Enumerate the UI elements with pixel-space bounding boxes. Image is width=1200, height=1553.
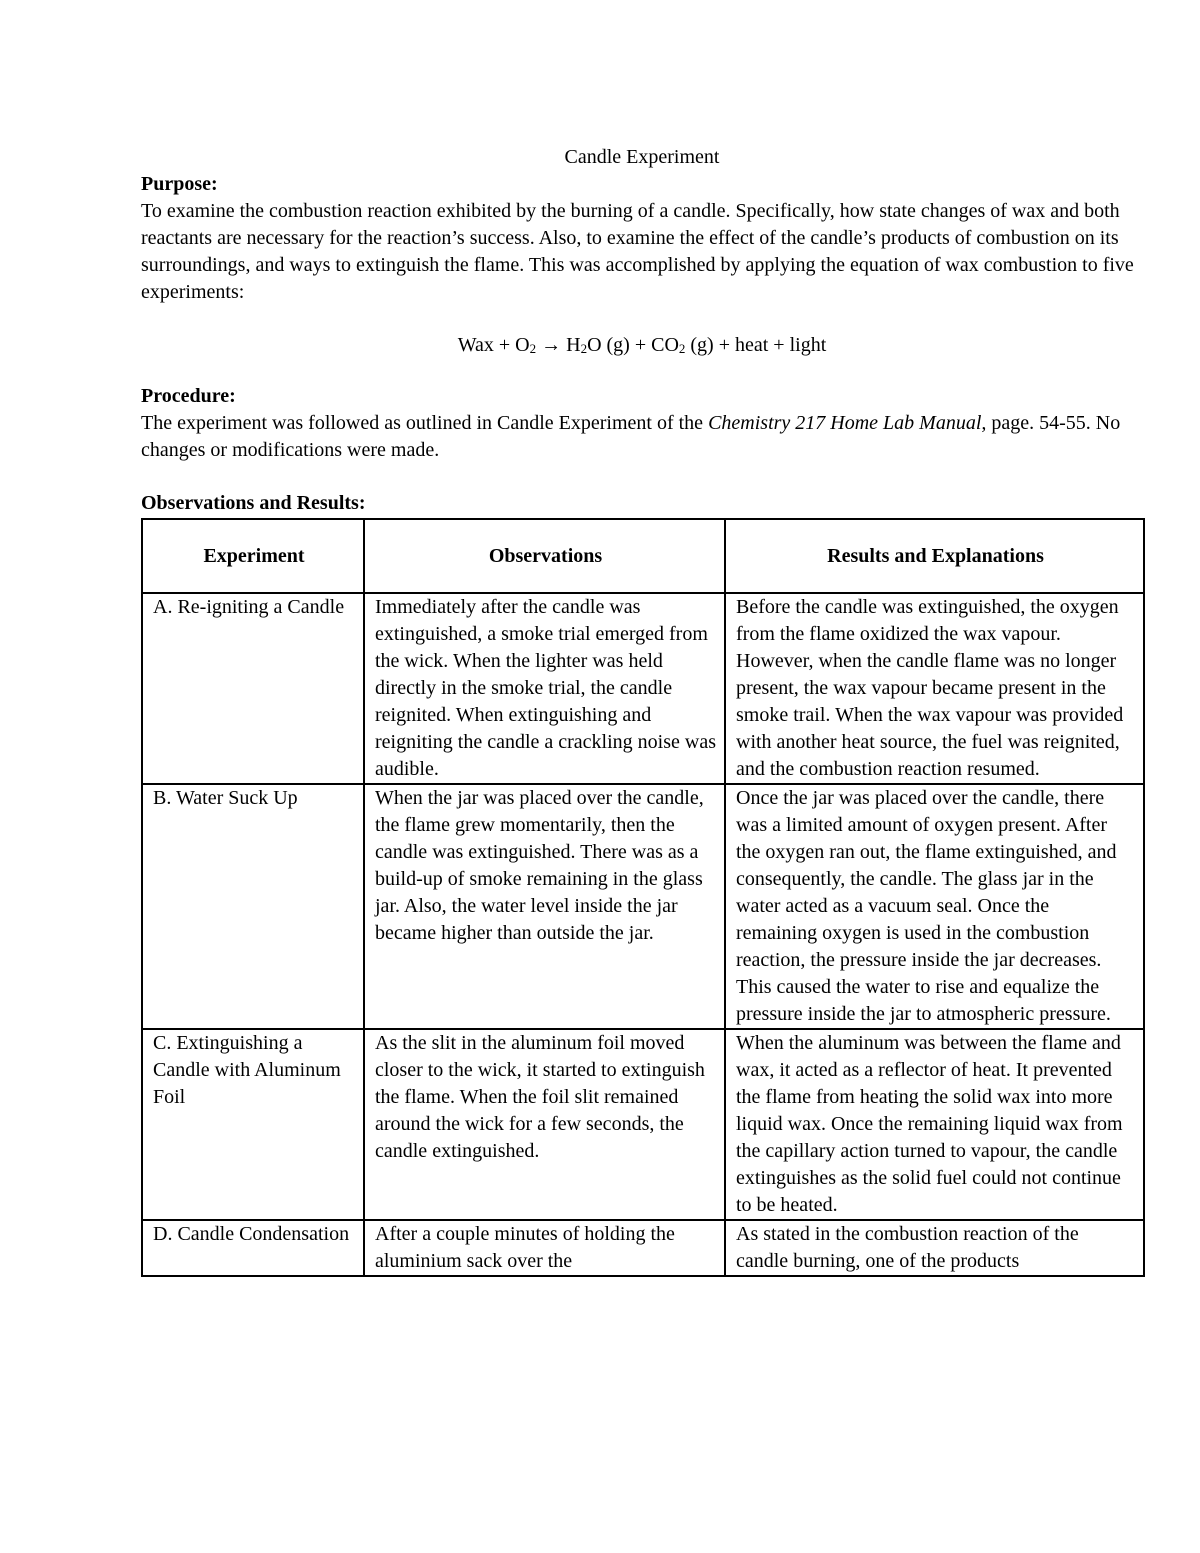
lab-manual-title: Chemistry 217 Home Lab Manual, — [708, 412, 987, 434]
experiment-cell: B. Water Suck Up — [142, 784, 364, 1029]
procedure-heading: Procedure: — [141, 385, 236, 407]
table-row — [142, 1220, 1144, 1276]
column-header-results: Results and Explanations — [725, 519, 1144, 593]
procedure-text — [141, 410, 1143, 464]
section-spacer — [141, 464, 1143, 490]
column-header-experiment: Experiment — [142, 519, 364, 593]
equation-part-2: → H — [536, 334, 581, 356]
table-row — [142, 593, 1144, 784]
equation-part-4: (g) + heat + light — [685, 334, 827, 356]
equation-subscript-2: 2 — [580, 341, 588, 356]
procedure-text-after: page. 54-55. No changes or modifications were made. — [141, 412, 1121, 461]
results-cell: As stated in the combustion reaction of the candle burning, one of the products — [725, 1220, 1144, 1276]
observations-table — [141, 518, 1145, 1277]
document-page — [141, 144, 1143, 1277]
document-title: Candle Experiment — [564, 146, 720, 168]
equation-subscript-1: 2 — [529, 341, 537, 356]
experiment-cell: D. Candle Condensation — [142, 1220, 364, 1276]
results-cell: Before the candle was extinguished, the oxygen from the flame oxidized the wax vapour. However, when the candle flame was no longer present, the wax vapour became present in the smoke trail. When the wax vapour was provided with another heat source, the fuel was reignited, and the combustion reaction resumed. — [725, 593, 1144, 784]
experiment-cell: A. Re-igniting a Candle — [142, 593, 364, 784]
combustion-equation — [141, 332, 1143, 359]
purpose-text: To examine the combustion reaction exhibited by the burning of a candle. Specifically, how state changes of wax and both reactants are necessary for the reaction’s success. Also, to examine the effect of the candle’s products of combustion on its surroundings, and ways to extinguish the flame. This was accomplished by applying the equation of wax combustion to five experiments: — [141, 200, 1134, 303]
observations-cell: When the jar was placed over the candle, the flame grew momentarily, then the candle was extinguished. There was as a build-up of smoke remaining in the glass jar. Also, the water level inside the jar became higher than outside the jar. — [364, 784, 725, 1029]
equation-part-3: O (g) + CO — [587, 334, 679, 356]
experiment-cell: C. Extinguishing a Candle with Aluminum Foil — [142, 1029, 364, 1220]
equation-part-1: Wax + O — [457, 334, 530, 356]
purpose-heading: Purpose: — [141, 173, 218, 195]
results-cell: Once the jar was placed over the candle, there was a limited amount of oxygen present. After the oxygen ran out, the flame extinguished, and consequently, the candle. The glass jar in the water acted as a vacuum seal. Once the remaining oxygen is used in the combustion reaction, the pressure inside the jar decreases. This caused the water to rise and equalize the pressure inside the jar to atmospheric pressure. — [725, 784, 1144, 1029]
observations-cell: Immediately after the candle was extinguished, a smoke trial emerged from the wick. When the lighter was held directly in the smoke trial, the candle reignited. When extinguishing and reigniting the candle a crackling noise was audible. — [364, 593, 725, 784]
equation-subscript-3: 2 — [678, 341, 686, 356]
column-header-observations: Observations — [364, 519, 725, 593]
observations-heading: Observations and Results: — [141, 492, 366, 514]
results-cell: When the aluminum was between the flame and wax, it acted as a reflector of heat. It prevented the flame from heating the solid wax into more liquid wax. Once the remaining liquid wax from the capillary action turned to vapour, the candle extinguishes as the solid fuel could not continue to be heated. — [725, 1029, 1144, 1220]
observations-cell: After a couple minutes of holding the aluminium sack over the — [364, 1220, 725, 1276]
table-row — [142, 1029, 1144, 1220]
observations-cell: As the slit in the aluminum foil moved closer to the wick, it started to extinguish the flame. When the foil slit remained around the wick for a few seconds, the candle extinguished. — [364, 1029, 725, 1220]
table-row — [142, 784, 1144, 1029]
procedure-text-before: The experiment was followed as outlined in Candle Experiment of the — [141, 412, 709, 434]
table-header-row — [142, 519, 1144, 593]
